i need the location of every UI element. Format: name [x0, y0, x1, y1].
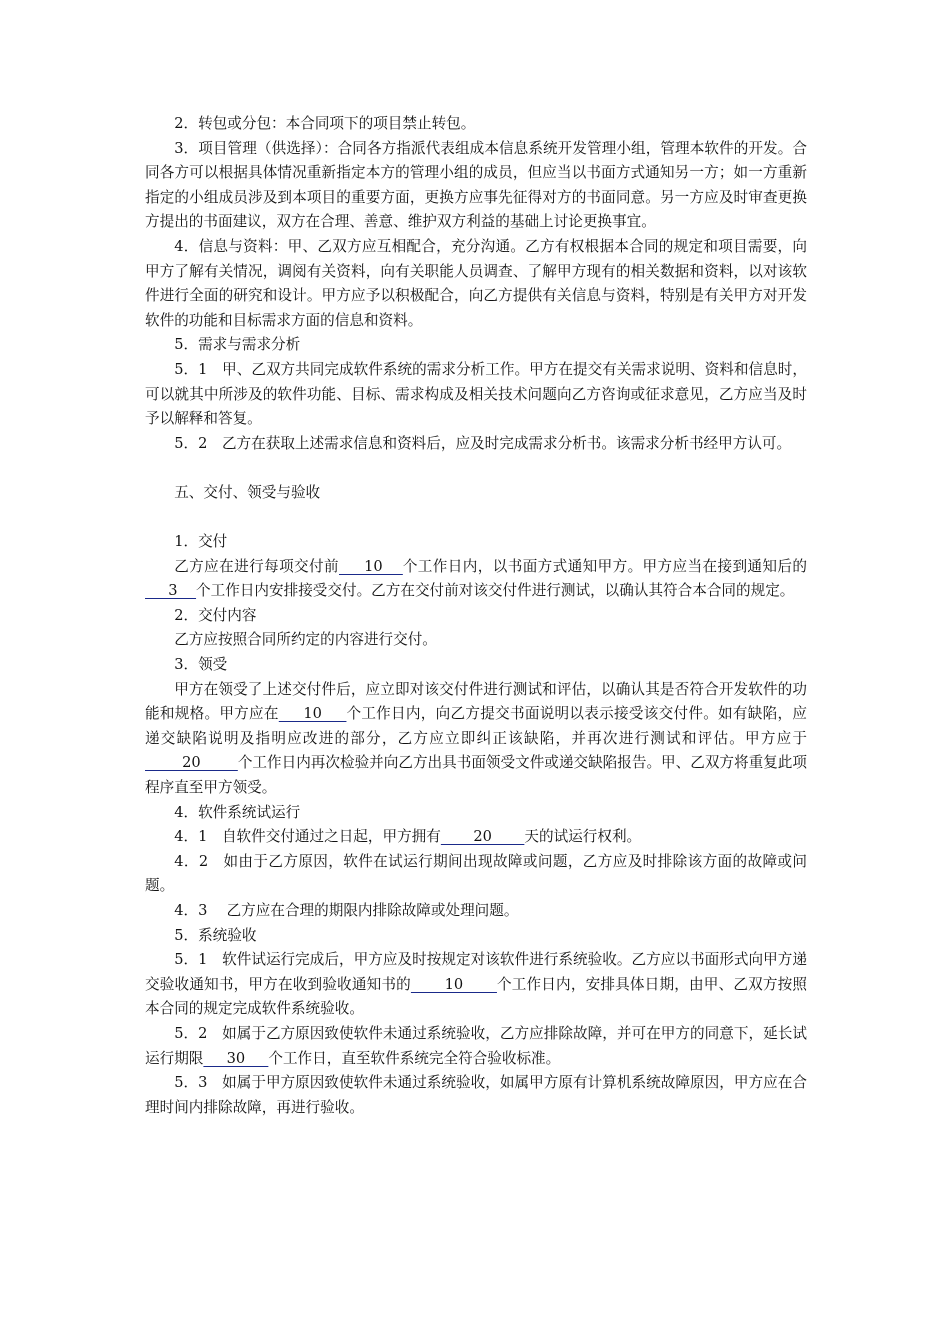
section-heading-delivery: 五、交付、领受与验收	[174, 483, 321, 501]
text-run: 个工作日内，安排具体日期，由甲、乙双方按照本合同的规定完成软件系统验收。	[145, 975, 807, 1018]
delivery-content-clause: 乙方应按照合同所约定的内容进行交付。	[174, 631, 437, 649]
clause-4-3: 4．3 乙方应在合理的期限内排除故障或处理问题。	[174, 902, 519, 919]
clause-requirements-heading: 5．需求与需求分析	[174, 336, 301, 354]
blank-days-notice: 10	[339, 557, 403, 575]
clause-4-1	[145, 825, 807, 850]
spacer	[145, 456, 807, 481]
clause-4-2: 4．2 如由于乙方原因，软件在试运行期间出现故障或问题，乙方应及时排除该方面的故障或问题。	[145, 852, 807, 895]
clause-subcontract: 2．转包或分包：本合同项下的项目禁止转包。	[174, 115, 476, 132]
text-run: 5．2 如属于乙方原因致使软件未通过系统验收，乙方应排除故障，并可在甲方的同意下，延长试运行期限	[145, 1024, 807, 1067]
text-run: 甲方在领受了上述交付件后，应立即对该交付件进行测试和评估，以确认其是否符合开发软件的功能和规格。甲方应在	[145, 680, 807, 723]
spacer	[145, 506, 807, 531]
clause-5-3-acceptance: 5．3 如属于甲方原因致使软件未通过系统验收，如属甲方原有计算机系统故障原因，甲方应在合理时间内排除故障，再进行验收。	[145, 1074, 807, 1116]
text-run: 个工作日内安排接受交付。乙方在交付前对该交付件进行测试，以确认其符合本合同的规定。	[196, 582, 795, 600]
text-run: 个工作日，直至软件系统完全符合验收标准。	[268, 1049, 561, 1067]
system-acceptance-heading: 5．系统验收	[174, 926, 257, 944]
acceptance-clause	[145, 678, 807, 801]
text-run: 乙方应在进行每项交付前	[174, 557, 339, 575]
blank-days-recheck: 20	[145, 754, 238, 772]
blank-days-schedule: 10	[410, 975, 497, 993]
acceptance-heading: 3．领受	[174, 656, 228, 674]
text-run: 天的试运行权利。	[524, 828, 642, 846]
document-page	[145, 112, 807, 1120]
clause-project-management: 3．项目管理（供选择）：合同各方指派代表组成本信息系统开发管理小组，管理本软件的开发。合同各方可以根据具体情况重新指定本方的管理小组的成员，但应当以书面方式通知另一方；如一方重新指定的小组成员涉及到本项目的重要方面，更换方应事先征得对方的书面同意。另一方应及时审查更换方提出的书面建议，双方在合理、善意、维护双方利益的基础上讨论更换事宜。	[145, 139, 807, 231]
delivery-heading: 1．交付	[174, 533, 228, 551]
clause-5-2: 5．2 乙方在获取上述需求信息和资料后，应及时完成需求分析书。该需求分析书经甲方认可。	[174, 434, 792, 452]
text-run: 5．1 软件试运行完成后，甲方应及时按规定对该软件进行系统验收。乙方应以书面形式向甲方递交验收通知书，甲方在收到验收通知书的	[145, 951, 807, 993]
text-run: 个工作日内，以书面方式通知甲方。甲方应当在接到通知后的	[402, 557, 807, 575]
blank-days-written: 10	[278, 705, 347, 723]
blank-trial-days: 20	[440, 828, 525, 846]
text-run: 个工作日内再次检验并向乙方出具书面领受文件或递交缺陷报告。甲、乙双方将重复此项程序直至甲方领受。	[145, 754, 807, 797]
trial-run-heading: 4．软件系统试运行	[174, 803, 301, 821]
blank-days-accept: 3	[145, 582, 197, 600]
clause-5-1-acceptance	[145, 948, 807, 1022]
text-run: 个工作日内，向乙方提交书面说明以表示接受该交付件。如有缺陷，应递交缺陷说明及指明应改进的部分，乙方应立即纠正该缺陷，并再次进行测试和评估。甲方应于	[145, 705, 807, 747]
delivery-clause	[145, 555, 807, 604]
clause-5-2-acceptance	[145, 1022, 807, 1071]
text-run: 4．1 自软件交付通过之日起，甲方拥有	[174, 828, 441, 846]
blank-days-extension: 30	[203, 1049, 269, 1067]
clause-information: 4．信息与资料：甲、乙双方应互相配合，充分沟通。乙方有权根据本合同的规定和项目需要，向甲方了解有关情况，调阅有关资料，向有关职能人员调查、了解甲方现有的相关数据和资料，以对该软件进行全面的研究和设计。甲方应予以积极配合，向乙方提供有关信息与资料，特别是有关甲方对开发软件的功能和目标需求方面的信息和资料。	[145, 237, 807, 329]
delivery-content-heading: 2．交付内容	[174, 606, 257, 624]
clause-5-1: 5．1 甲、乙双方共同完成软件系统的需求分析工作。甲方在提交有关需求说明、资料和信息时，可以就其中所涉及的软件功能、目标、需求构成及相关技术问题向乙方咨询或征求意见，乙方应当及时予以解释和答复。	[145, 360, 807, 428]
